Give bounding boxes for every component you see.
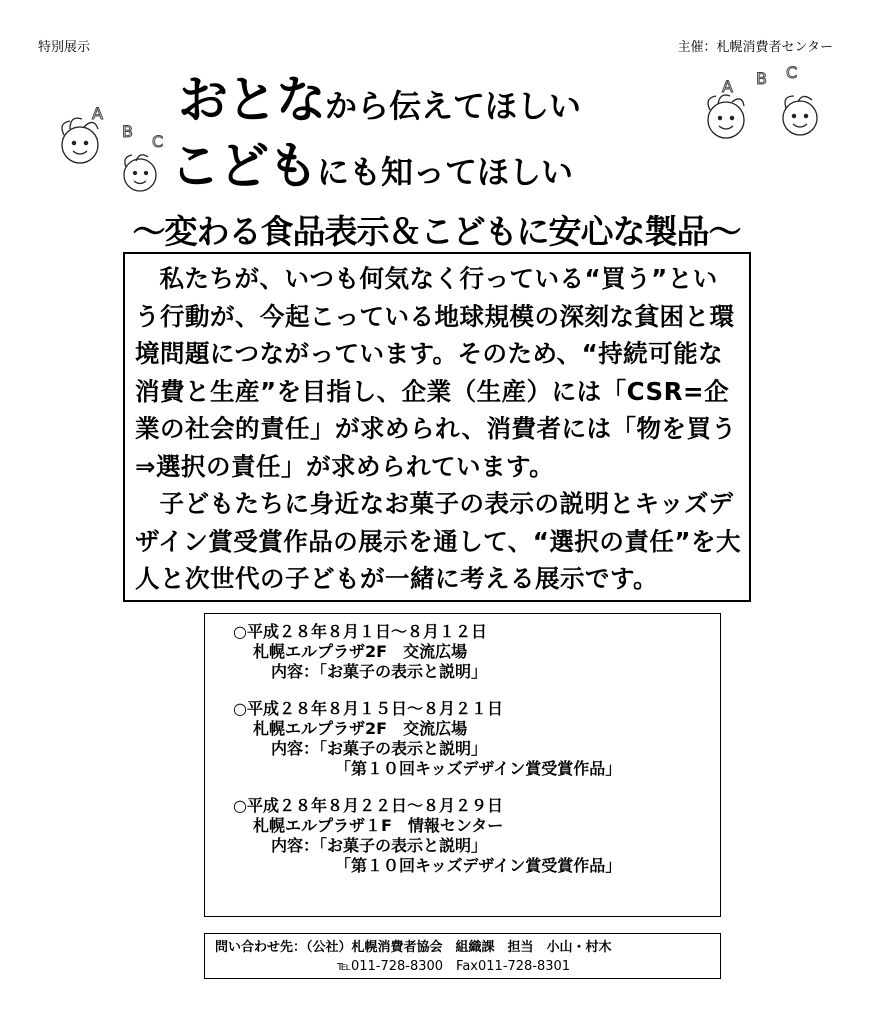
letter-a: A	[92, 104, 103, 123]
schedule-item	[233, 699, 720, 779]
schedule-content: 内容：「お菓子の表示と説明」	[271, 739, 488, 758]
letter-a: A	[722, 77, 733, 96]
schedule-item	[233, 796, 720, 876]
left-decoration	[40, 95, 190, 195]
schedule-content-2: 「第１０回キッズデザイン賞受賞作品」	[335, 856, 622, 875]
child-face-icon	[62, 118, 98, 163]
intro-paragraph-2: 子どもたちに身近なお菓子の表示の説明とキッズデザイン賞受賞作品の展示を通して、“選択の責任”を大人と次世代の子どもが一緒に考える展示です。	[135, 489, 741, 593]
schedule-place: 札幌エルプラザ１F 情報センター	[253, 816, 504, 835]
letter-b: B	[122, 122, 133, 141]
schedule-box	[204, 613, 721, 917]
letter-c: C	[152, 132, 164, 151]
intro-paragraph-1: 私たちが、いつも何気なく行っている“買う”という行動が、今起こっている地球規模の深刻な貧困と環境問題につながっています。そのため、“持続可能な消費と生産”を目指し、企業（生産）には「CSR=企業の社会的責任」が求められ、消費者には「物を買う⇒選択の責任」が求められています。	[135, 264, 737, 481]
schedule-content: 内容：「お菓子の表示と説明」	[271, 836, 488, 855]
child-face-icon	[124, 155, 156, 191]
contact-line-2: ℡011-728-8300 Fax011-728-8301	[337, 959, 571, 974]
title-adults: おとな	[178, 71, 325, 129]
schedule-place: 札幌エルプラザ2F 交流広場	[253, 719, 468, 738]
schedule-item	[233, 622, 720, 682]
schedule-date: ○平成２８年８月１５日～８月２１日	[233, 699, 503, 718]
letter-b: B	[756, 69, 767, 88]
schedule-place: 札幌エルプラザ2F 交流広場	[253, 642, 468, 661]
title-line-1	[178, 60, 873, 132]
contact-line-1: 問い合わせ先：（公社）札幌消費者協会 組織課 担当 小山・村木	[215, 940, 612, 955]
contact-box	[204, 933, 721, 979]
title-line1-rest: から伝えてほしい	[325, 87, 582, 125]
intro-box	[123, 252, 751, 602]
schedule-content: 内容：「お菓子の表示と説明」	[271, 662, 488, 681]
subtitle: ～変わる食品表示＆こどもに安心な製品～	[132, 212, 741, 251]
schedule-content-2: 「第１０回キッズデザイン賞受賞作品」	[335, 759, 622, 778]
organizer-label: 主催：札幌消費者センター	[677, 40, 833, 55]
title-line2-rest: にも知ってほしい	[317, 153, 574, 191]
title-line-2	[170, 126, 873, 198]
schedule-date: ○平成２８年８月２２日～８月２９日	[233, 796, 503, 815]
letter-c: C	[786, 63, 798, 82]
schedule-date: ○平成２８年８月１日～８月１２日	[233, 622, 487, 641]
title-children: こども	[170, 137, 317, 195]
special-exhibit-label: 特別展示	[38, 40, 91, 55]
